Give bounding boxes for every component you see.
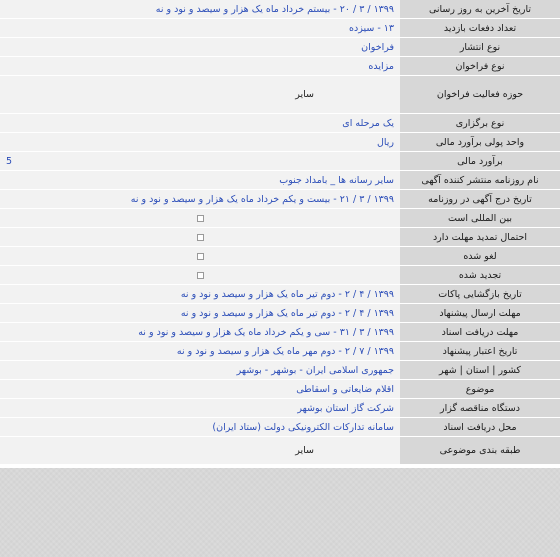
label-renewed: تجدید شده <box>400 266 560 285</box>
value-call-type: مزایده <box>0 57 400 76</box>
label-holding-type: نوع برگزاری <box>400 114 560 133</box>
label-activity-field: حوزه فعالیت فراخوان <box>400 76 560 114</box>
row-location <box>0 361 560 380</box>
row-international <box>0 209 560 228</box>
international-checkbox <box>197 215 204 222</box>
label-documents-place: محل دریافت اسناد <box>400 418 560 437</box>
row-activity-field <box>0 76 560 114</box>
value-currency: ریال <box>0 133 400 152</box>
label-estimate: برآورد مالی <box>400 152 560 171</box>
value-validity-date: ۱۳۹۹ / ۷ / ۲ - دوم مهر ماه یک هزار و سیصد و نود و نه <box>0 342 400 361</box>
value-subject: اقلام ضایعاتی و اسقاطی <box>0 380 400 399</box>
value-organizer: شرکت گاز استان بوشهر <box>0 399 400 418</box>
row-holding-type <box>0 114 560 133</box>
value-newspaper: سایر رسانه ها _ بامداد جنوب <box>0 171 400 190</box>
value-ad-date: ۱۳۹۹ / ۳ / ۲۱ - بیست و یکم خرداد ماه یک هزار و سیصد و نود و نه <box>0 190 400 209</box>
row-submission-deadline <box>0 304 560 323</box>
label-category: طبقه بندی موضوعی <box>400 437 560 465</box>
value-last-update: ۱۳۹۹ / ۳ / ۲۰ - بیستم خرداد ماه یک هزار و سیصد و نود و نه <box>0 0 400 19</box>
row-category <box>0 437 560 465</box>
value-location: جمهوری اسلامی ایران - بوشهر - بوشهر <box>0 361 400 380</box>
value-activity-field <box>0 76 400 114</box>
value-category <box>0 437 400 465</box>
label-call-type: نوع فراخوان <box>400 57 560 76</box>
label-documents-deadline: مهلت دریافت اسناد <box>400 323 560 342</box>
row-publish-type <box>0 38 560 57</box>
row-currency <box>0 133 560 152</box>
label-publish-type: نوع انتشار <box>400 38 560 57</box>
row-visit-count <box>0 19 560 38</box>
label-newspaper: نام روزنامه منتشر کننده آگهی <box>400 171 560 190</box>
label-extension: احتمال تمدید مهلت دارد <box>400 228 560 247</box>
label-location: کشور | استان | شهر <box>400 361 560 380</box>
row-renewed <box>0 266 560 285</box>
value-documents-deadline: ۱۳۹۹ / ۳ / ۳۱ - سی و یکم خرداد ماه یک هزار و سیصد و نود و نه <box>0 323 400 342</box>
value-documents-place: سامانه تدارکات الکترونیکی دولت (ستاد ایران) <box>0 418 400 437</box>
row-cancelled <box>0 247 560 266</box>
label-subject: موضوع <box>400 380 560 399</box>
row-subject <box>0 380 560 399</box>
row-documents-deadline <box>0 323 560 342</box>
label-opening-date: تاریخ بازگشایی پاکات <box>400 285 560 304</box>
label-currency: واحد پولی برآورد مالی <box>400 133 560 152</box>
label-submission-deadline: مهلت ارسال پیشنهاد <box>400 304 560 323</box>
activity-field-text: سایر <box>295 89 314 100</box>
label-organizer: دستگاه مناقصه گزار <box>400 399 560 418</box>
extension-checkbox <box>197 234 204 241</box>
label-last-update: تاریخ آخرین به روز رسانی <box>400 0 560 19</box>
row-documents-place <box>0 418 560 437</box>
label-international: بین المللی است <box>400 209 560 228</box>
label-visit-count: تعداد دفعات بازدید <box>400 19 560 38</box>
row-estimate <box>0 152 560 171</box>
row-extension <box>0 228 560 247</box>
cancelled-checkbox <box>197 253 204 260</box>
value-extension <box>0 228 400 247</box>
footer-pattern-band <box>0 468 560 557</box>
row-last-update <box>0 0 560 19</box>
label-ad-date: تاریخ درج آگهی در روزنامه <box>400 190 560 209</box>
row-newspaper <box>0 171 560 190</box>
row-opening-date <box>0 285 560 304</box>
value-opening-date: ۱۳۹۹ / ۴ / ۲ - دوم تیر ماه یک هزار و سیصد و نود و نه <box>0 285 400 304</box>
label-validity-date: تاریخ اعتبار پیشنهاد <box>400 342 560 361</box>
value-publish-type: فراخوان <box>0 38 400 57</box>
renewed-checkbox <box>197 272 204 279</box>
value-renewed <box>0 266 400 285</box>
value-visit-count: ۱۳ - سیزده <box>0 19 400 38</box>
label-cancelled: لغو شده <box>400 247 560 266</box>
row-ad-date <box>0 190 560 209</box>
value-cancelled <box>0 247 400 266</box>
row-call-type <box>0 57 560 76</box>
category-text: سایر <box>295 445 314 456</box>
value-submission-deadline: ۱۳۹۹ / ۴ / ۲ - دوم تیر ماه یک هزار و سیصد و نود و نه <box>0 304 400 323</box>
value-estimate: 5 <box>0 152 400 171</box>
value-international <box>0 209 400 228</box>
row-organizer <box>0 399 560 418</box>
value-holding-type: یک مرحله ای <box>0 114 400 133</box>
row-validity-date <box>0 342 560 361</box>
